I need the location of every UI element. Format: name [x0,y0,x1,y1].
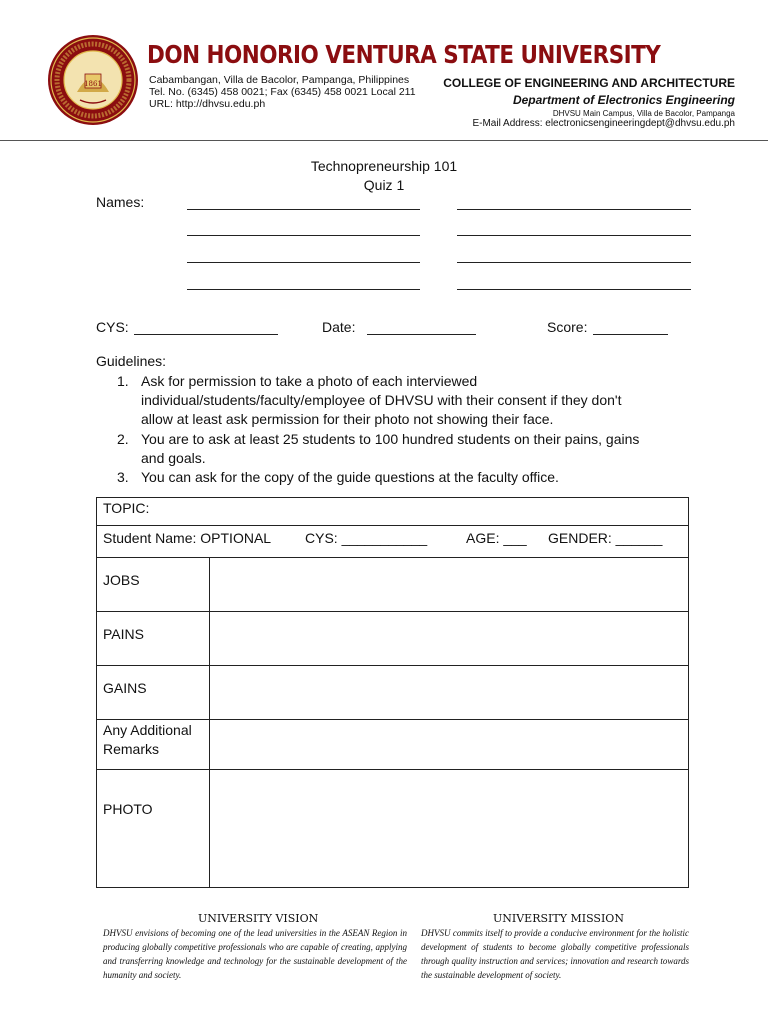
row-label-photo: PHOTO [103,801,153,817]
score-label: Score: [547,319,588,335]
gains-answer-cell[interactable] [210,666,688,719]
course-title: Technopreneurship 101 [310,158,458,174]
name-blank[interactable] [187,235,420,236]
department-name: Department of Electronics Engineering [512,93,735,107]
jobs-answer-cell[interactable] [210,558,688,611]
guideline-number: 2. [117,431,129,447]
guideline-text: You are to ask at least 25 students to 100 hundred students on their pains, gains [141,431,640,447]
guideline-text: allow at least ask permission for their photo not showing their face. [141,411,554,427]
name-blank[interactable] [187,209,420,210]
date-blank[interactable] [367,334,476,335]
row-label-remarks: Any Additional [103,722,192,738]
quiz-title: Quiz 1 [363,177,405,193]
guideline-number: 1. [117,373,129,389]
guidelines-title: Guidelines: [96,353,167,369]
guideline-text: Ask for permission to take a photo of each interviewed [141,373,478,389]
score-blank[interactable] [593,334,668,335]
student-name-label: Student Name: OPTIONAL [103,530,272,546]
mission-text: DHVSU commits itself to provide a conducive environment for the holistic development of students to become globally competitive professionals through quality instruction and services; innovation and research towards the sustainable development of society. [421,928,689,980]
vision-title: UNIVERSITY VISION [198,912,319,925]
name-blank[interactable] [457,209,691,210]
campus-address: DHVSU Main Campus, Villa de Bacolor, Pampanga [552,109,735,118]
name-blank[interactable] [187,262,420,263]
row-label-pains: PAINS [103,626,144,642]
university-name: DON HONORIO VENTURA STATE UNIVERSITY [147,40,661,69]
topic-label: TOPIC: [103,500,150,516]
email-address: E-Mail Address: electronicsengineeringdept@dhvsu.edu.ph [472,118,735,129]
pains-answer-cell[interactable] [210,612,688,665]
header-divider [0,140,768,141]
name-blank[interactable] [457,262,691,263]
phone-line: Tel. No. (6345) 458 0021; Fax (6345) 458 0021 Local 211 [149,86,416,98]
vision-text: DHVSU envisions of becoming one of the lead universities in the ASEAN Region in producing globally competitive professionals who are capable of creating, applying and transferring knowledge and technology for the sustainable development of the humanity and society. [103,928,407,980]
row-label-remarks-2: Remarks [103,741,160,757]
mission-title: UNIVERSITY MISSION [493,912,624,925]
college-name: COLLEGE OF ENGINEERING AND ARCHITECTURE [443,76,735,90]
cys-field: CYS: ___________ [305,530,428,546]
date-label: Date: [322,319,356,335]
gender-field: GENDER: ______ [548,530,663,546]
row-label-jobs: JOBS [103,572,140,588]
address-line: Cabambangan, Villa de Bacolor, Pampanga, Philippines [149,74,410,86]
remarks-answer-cell[interactable] [210,720,688,769]
age-field: AGE: ___ [466,530,527,546]
seal-year: 1861 [84,80,102,88]
cys-label: CYS: [96,319,129,335]
name-blank[interactable] [457,235,691,236]
names-label: Names: [96,194,145,210]
photo-cell[interactable] [210,770,688,887]
guideline-number: 3. [117,469,129,485]
university-seal-icon [47,34,139,126]
name-blank[interactable] [457,289,691,290]
guideline-text: and goals. [141,450,206,466]
table-divider [96,525,689,526]
row-label-gains: GAINS [103,680,147,696]
url-line: URL: http://dhvsu.edu.ph [149,98,266,110]
cys-blank[interactable] [134,334,278,335]
name-blank[interactable] [187,289,420,290]
guideline-text: You can ask for the copy of the guide questions at the faculty office. [141,469,559,485]
guideline-text: individual/students/faculty/employee of DHVSU with their consent if they don't [141,392,622,408]
